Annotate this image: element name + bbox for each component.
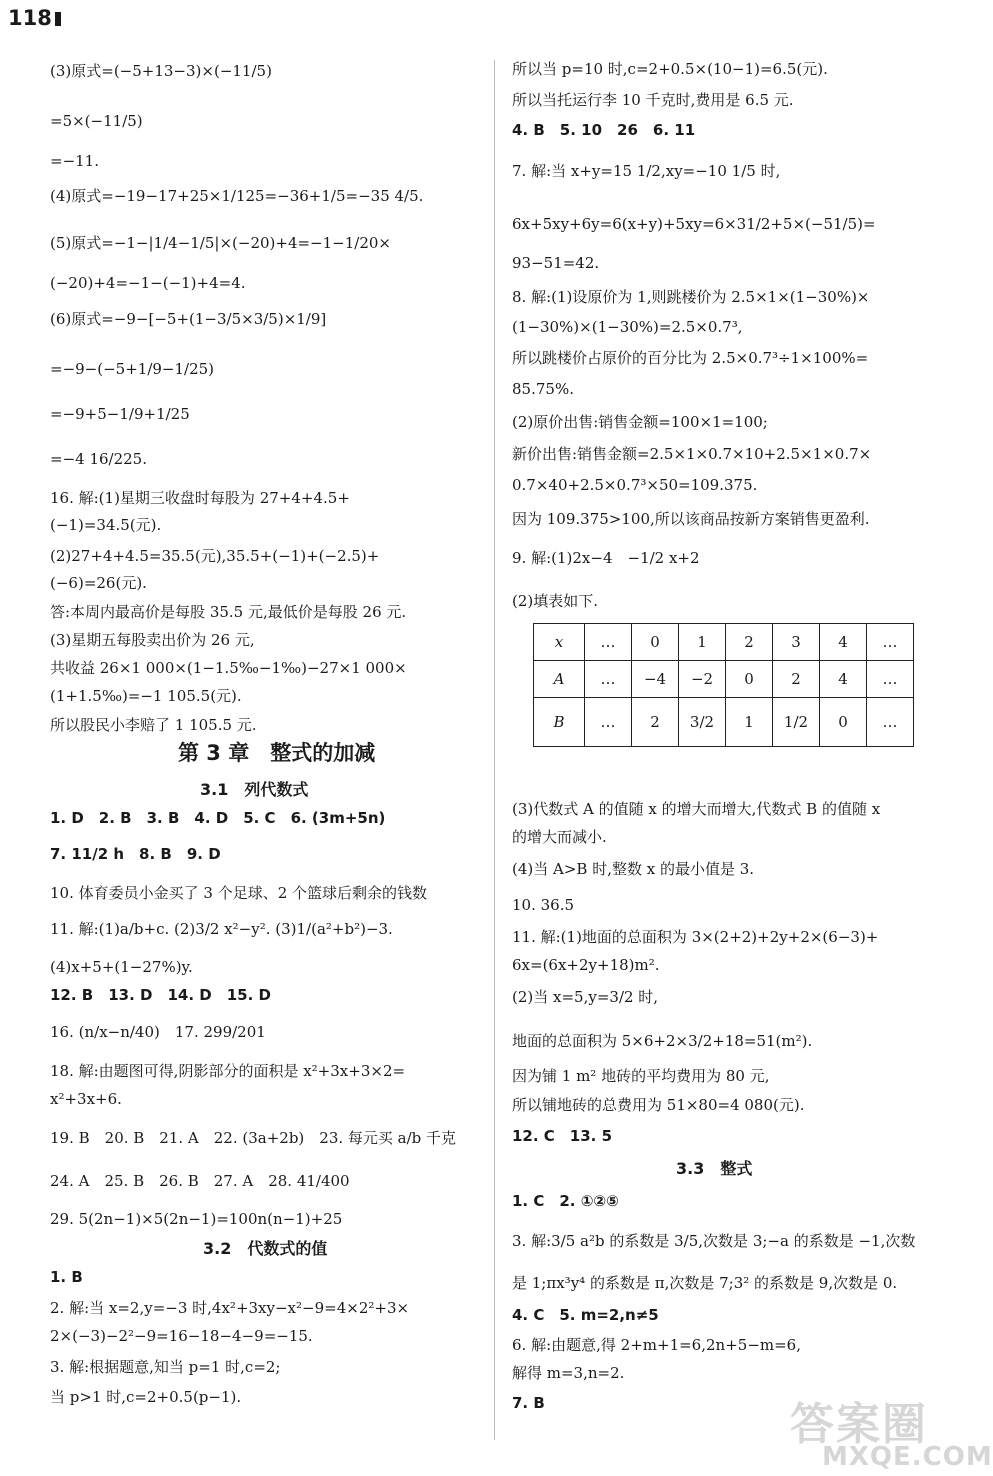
text-line: (3)星期五每股卖出价为 26 元, bbox=[50, 631, 255, 649]
text-line: (1+1.5‰)=−1 105.5(元). bbox=[50, 687, 242, 705]
table-row bbox=[534, 698, 914, 747]
text-line: 93−51=42. bbox=[512, 254, 600, 272]
text-line: 所以当托运行李 10 千克时,费用是 6.5 元. bbox=[512, 91, 794, 109]
text-line: x²+3x+6. bbox=[50, 1090, 122, 1108]
table-cell: 1/2 bbox=[773, 698, 820, 747]
text-line: 3. 解:3/5 a²b 的系数是 3/5,次数是 3;−a 的系数是 −1,次数 bbox=[512, 1232, 916, 1250]
table-cell: 4 bbox=[820, 624, 867, 661]
section-heading: 3.3 整式 bbox=[676, 1159, 753, 1178]
answer-line: 7. 11/2 h 8. B 9. D bbox=[50, 845, 221, 863]
table-cell: 1 bbox=[679, 624, 726, 661]
answer-line: 7. B bbox=[512, 1394, 545, 1412]
table-cell: B bbox=[534, 698, 585, 747]
table-cell: x bbox=[534, 624, 585, 661]
table-cell: … bbox=[867, 624, 914, 661]
table-cell: −2 bbox=[679, 661, 726, 698]
text-line: (1−30%)×(1−30%)=2.5×0.7³, bbox=[512, 318, 743, 336]
table-cell: 3/2 bbox=[679, 698, 726, 747]
answer-line: 1. D 2. B 3. B 4. D 5. C 6. (3m+5n) bbox=[50, 809, 386, 827]
section-heading: 3.1 列代数式 bbox=[200, 780, 309, 799]
text-line: =−9+5−1/9+1/25 bbox=[50, 405, 190, 423]
table-cell: 1 bbox=[726, 698, 773, 747]
value-table bbox=[533, 623, 914, 747]
text-line: 6. 解:由题意,得 2+m+1=6,2n+5−m=6, bbox=[512, 1336, 801, 1354]
text-line: 因为铺 1 m² 地砖的平均费用为 80 元, bbox=[512, 1067, 770, 1085]
answer-line: 4. C 5. m=2,n≠5 bbox=[512, 1306, 659, 1324]
text-line: (3)原式=(−5+13−3)×(−11/5) bbox=[50, 62, 272, 80]
text-line: 10. 36.5 bbox=[512, 896, 575, 914]
table-cell: 0 bbox=[820, 698, 867, 747]
table-cell: 2 bbox=[726, 624, 773, 661]
text-line: (−1)=34.5(元). bbox=[50, 516, 162, 534]
text-line: 18. 解:由题图可得,阴影部分的面积是 x²+3x+3×2= bbox=[50, 1062, 406, 1080]
text-line: 地面的总面积为 5×6+2×3/2+18=51(m²). bbox=[512, 1032, 813, 1050]
text-line: 共收益 26×1 000×(1−1.5‰−1‰)−27×1 000× bbox=[50, 659, 407, 677]
text-line: 9. 解:(1)2x−4 −1/2 x+2 bbox=[512, 549, 700, 567]
table-cell: … bbox=[585, 624, 632, 661]
text-line: 所以股民小李赔了 1 105.5 元. bbox=[50, 716, 257, 734]
answer-line: 12. B 13. D 14. D 15. D bbox=[50, 986, 271, 1004]
text-line: 0.7×40+2.5×0.7³×50=109.375. bbox=[512, 476, 758, 494]
table-cell: 2 bbox=[773, 661, 820, 698]
text-line: (4)当 A>B 时,整数 x 的最小值是 3. bbox=[512, 860, 755, 878]
table-cell: 2 bbox=[632, 698, 679, 747]
text-line: =5×(−11/5) bbox=[50, 112, 143, 130]
text-line: =−11. bbox=[50, 152, 99, 170]
table-cell: … bbox=[867, 661, 914, 698]
watermark-url: MXQE.COM bbox=[822, 1442, 993, 1472]
table-cell: A bbox=[534, 661, 585, 698]
text-line: (2)原价出售:销售金额=100×1=100; bbox=[512, 413, 768, 431]
text-line: =−9−(−5+1/9−1/25) bbox=[50, 360, 215, 378]
table-cell: … bbox=[585, 661, 632, 698]
text-line: (4)x+5+(1−27%)y. bbox=[50, 958, 193, 976]
text-line: 11. 解:(1)地面的总面积为 3×(2+2)+2y+2×(6−3)+ bbox=[512, 928, 879, 946]
text-line: 6x+5xy+6y=6(x+y)+5xy=6×31/2+5×(−51/5)= bbox=[512, 215, 876, 233]
table-row bbox=[534, 661, 914, 698]
text-line: 2×(−3)−2²−9=16−18−4−9=−15. bbox=[50, 1327, 313, 1345]
table-cell: 0 bbox=[632, 624, 679, 661]
text-line: 所以跳楼价占原价的百分比为 2.5×0.7³÷1×100%= bbox=[512, 349, 869, 367]
text-line: 因为 109.375>100,所以该商品按新方案销售更盈利. bbox=[512, 510, 870, 528]
text-line: (−20)+4=−1−(−1)+4=4. bbox=[50, 274, 246, 292]
table-cell: −4 bbox=[632, 661, 679, 698]
answer-line: 12. C 13. 5 bbox=[512, 1127, 613, 1145]
text-line: 24. A 25. B 26. B 27. A 28. 41/400 bbox=[50, 1172, 350, 1190]
table-cell: 4 bbox=[820, 661, 867, 698]
text-line: (3)代数式 A 的值随 x 的增大而增大,代数式 B 的值随 x bbox=[512, 800, 881, 818]
text-line: 解得 m=3,n=2. bbox=[512, 1364, 625, 1382]
text-line: (5)原式=−1−|1/4−1/5|×(−20)+4=−1−1/20× bbox=[50, 234, 391, 252]
answer-line: 1. C 2. ①②⑤ bbox=[512, 1192, 619, 1210]
text-line: 11. 解:(1)a/b+c. (2)3/2 x²−y². (3)1/(a²+b²)−3. bbox=[50, 920, 393, 938]
text-line: 6x=(6x+2y+18)m². bbox=[512, 956, 660, 974]
table-row bbox=[534, 624, 914, 661]
text-line: (−6)=26(元). bbox=[50, 574, 147, 592]
section-heading: 3.2 代数式的值 bbox=[203, 1239, 328, 1258]
table-cell: … bbox=[585, 698, 632, 747]
text-line: 16. (n/x−n/40) 17. 299/201 bbox=[50, 1023, 266, 1041]
text-line: (6)原式=−9−[−5+(1−3/5×3/5)×1/9] bbox=[50, 310, 327, 328]
answer-line: 4. B 5. 10 26 6. 11 bbox=[512, 121, 696, 139]
text-line: =−4 16/225. bbox=[50, 450, 147, 468]
text-line: 2. 解:当 x=2,y=−3 时,4x²+3xy−x²−9=4×2²+3× bbox=[50, 1299, 410, 1317]
text-line: (4)原式=−19−17+25×1/125=−36+1/5=−35 4/5. bbox=[50, 187, 424, 205]
text-line: 8. 解:(1)设原价为 1,则跳楼价为 2.5×1×(1−30%)× bbox=[512, 288, 870, 306]
text-line: 19. B 20. B 21. A 22. (3a+2b) 23. 每元买 a/b 千克 bbox=[50, 1129, 457, 1147]
text-line: 答:本周内最高价是每股 35.5 元,最低价是每股 26 元. bbox=[50, 603, 407, 621]
column-divider bbox=[494, 60, 495, 1440]
table-cell: … bbox=[867, 698, 914, 747]
text-line: 85.75%. bbox=[512, 380, 574, 398]
answer-line: 1. B bbox=[50, 1268, 83, 1286]
text-line: 所以铺地砖的总费用为 51×80=4 080(元). bbox=[512, 1096, 805, 1114]
text-line: 是 1;πx³y⁴ 的系数是 π,次数是 7;3² 的系数是 9,次数是 0. bbox=[512, 1274, 898, 1292]
text-line: 10. 体育委员小金买了 3 个足球、2 个篮球后剩余的钱数 bbox=[50, 884, 428, 902]
text-line: 16. 解:(1)星期三收盘时每股为 27+4+4.5+ bbox=[50, 489, 350, 507]
text-line: (2)27+4+4.5=35.5(元),35.5+(−1)+(−2.5)+ bbox=[50, 547, 380, 565]
text-line: 所以当 p=10 时,c=2+0.5×(10−1)=6.5(元). bbox=[512, 60, 828, 78]
table-cell: 3 bbox=[773, 624, 820, 661]
text-line: 当 p>1 时,c=2+0.5(p−1). bbox=[50, 1388, 242, 1406]
text-line: 29. 5(2n−1)×5(2n−1)=100n(n−1)+25 bbox=[50, 1210, 343, 1228]
text-line: (2)当 x=5,y=3/2 时, bbox=[512, 988, 659, 1006]
page-number: 118 bbox=[8, 6, 61, 30]
text-line: 的增大而减小. bbox=[512, 828, 607, 846]
text-line: 新价出售:销售金额=2.5×1×0.7×10+2.5×1×0.7× bbox=[512, 445, 872, 463]
table-cell: 0 bbox=[726, 661, 773, 698]
chapter-heading: 第 3 章 整式的加减 bbox=[178, 741, 376, 765]
text-line: (2)填表如下. bbox=[512, 592, 599, 610]
watermark-logo: 答案圈 bbox=[790, 1399, 928, 1450]
text-line: 3. 解:根据题意,知当 p=1 时,c=2; bbox=[50, 1358, 281, 1376]
text-line: 7. 解:当 x+y=15 1/2,xy=−10 1/5 时, bbox=[512, 162, 781, 180]
